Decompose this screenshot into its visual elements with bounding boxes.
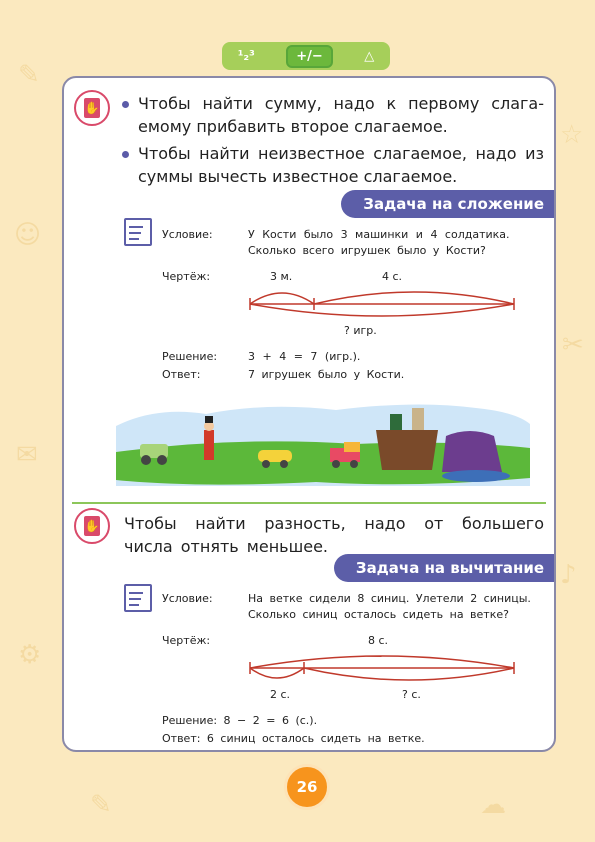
subtraction-rule: Чтобы найти разность, надо от большего числа отнять меньшее. [124, 514, 544, 556]
section-divider [72, 502, 546, 504]
rule-item: Чтобы найти сумму, надо к первому слага-емому прибавить второе слагаемое. [118, 92, 544, 138]
tab-geometry[interactable]: △ [364, 48, 375, 64]
segment-label: 3 м. [270, 270, 293, 283]
background-doodle-icon: ☆ [560, 120, 584, 150]
background-doodle-icon: ♪ [560, 560, 577, 590]
background-doodle-icon: ✂ [562, 330, 584, 360]
addition-task-banner: Задача на сложение [341, 190, 554, 218]
lesson-card [62, 76, 556, 752]
drawing-label: Чертёж: [162, 634, 211, 647]
background-doodle-icon: ☺ [14, 220, 42, 250]
subtraction-task-banner: Задача на вычитание [334, 554, 554, 582]
addition-diagram [244, 284, 520, 324]
background-doodle-icon: ✎ [90, 790, 112, 820]
drawing-label: Чертёж: [162, 270, 211, 283]
condition-line: На ветке сидели 8 синиц. Улетели 2 синицы. [248, 592, 531, 605]
boy-with-toys-illustration [116, 396, 530, 486]
solution-label: Решение: [162, 350, 218, 363]
condition-line: Сколько синиц осталось сидеть на ветке? [248, 608, 509, 621]
rule-item: Чтобы найти неизвестное слагаемое, надо из суммы вычесть известное слагаемое. [118, 142, 544, 188]
answer-text: Ответ: 6 синиц осталось сидеть на ветке. [162, 732, 425, 745]
background-doodle-icon: ✎ [18, 60, 40, 90]
background-doodle-icon: ☁ [480, 790, 506, 820]
tab-numbers[interactable]: ¹₂³ [237, 48, 255, 64]
page-number: 26 [284, 764, 330, 810]
pencil-notebook-icon [124, 584, 152, 612]
rule-icon: ✋ [74, 508, 110, 544]
section-tabs [222, 42, 390, 70]
total-label: 8 с. [368, 634, 389, 647]
solution-text: 3 + 4 = 7 (игр.). [248, 350, 361, 363]
segment-label: 4 с. [382, 270, 403, 283]
condition-label: Условие: [162, 228, 213, 241]
total-label: ? игр. [344, 324, 377, 337]
condition-label: Условие: [162, 592, 213, 605]
condition-line: У Кости было 3 машинки и 4 солдатика. [248, 228, 510, 241]
subtraction-diagram [244, 648, 520, 688]
rule-icon: ✋ [74, 90, 110, 126]
tab-plus-minus[interactable]: +/− [286, 45, 333, 68]
condition-line: Сколько всего игрушек было у Кости? [248, 244, 486, 257]
background-doodle-icon: ⚙ [18, 640, 42, 670]
segment-label: ? с. [402, 688, 421, 701]
addition-rules [118, 92, 544, 188]
pencil-notebook-icon [124, 218, 152, 246]
answer-label: Ответ: [162, 368, 201, 381]
solution-text: Решение: 8 − 2 = 6 (с.). [162, 714, 318, 727]
answer-text: 7 игрушек было у Кости. [248, 368, 405, 381]
segment-label: 2 с. [270, 688, 291, 701]
background-doodle-icon: ✉ [16, 440, 38, 470]
